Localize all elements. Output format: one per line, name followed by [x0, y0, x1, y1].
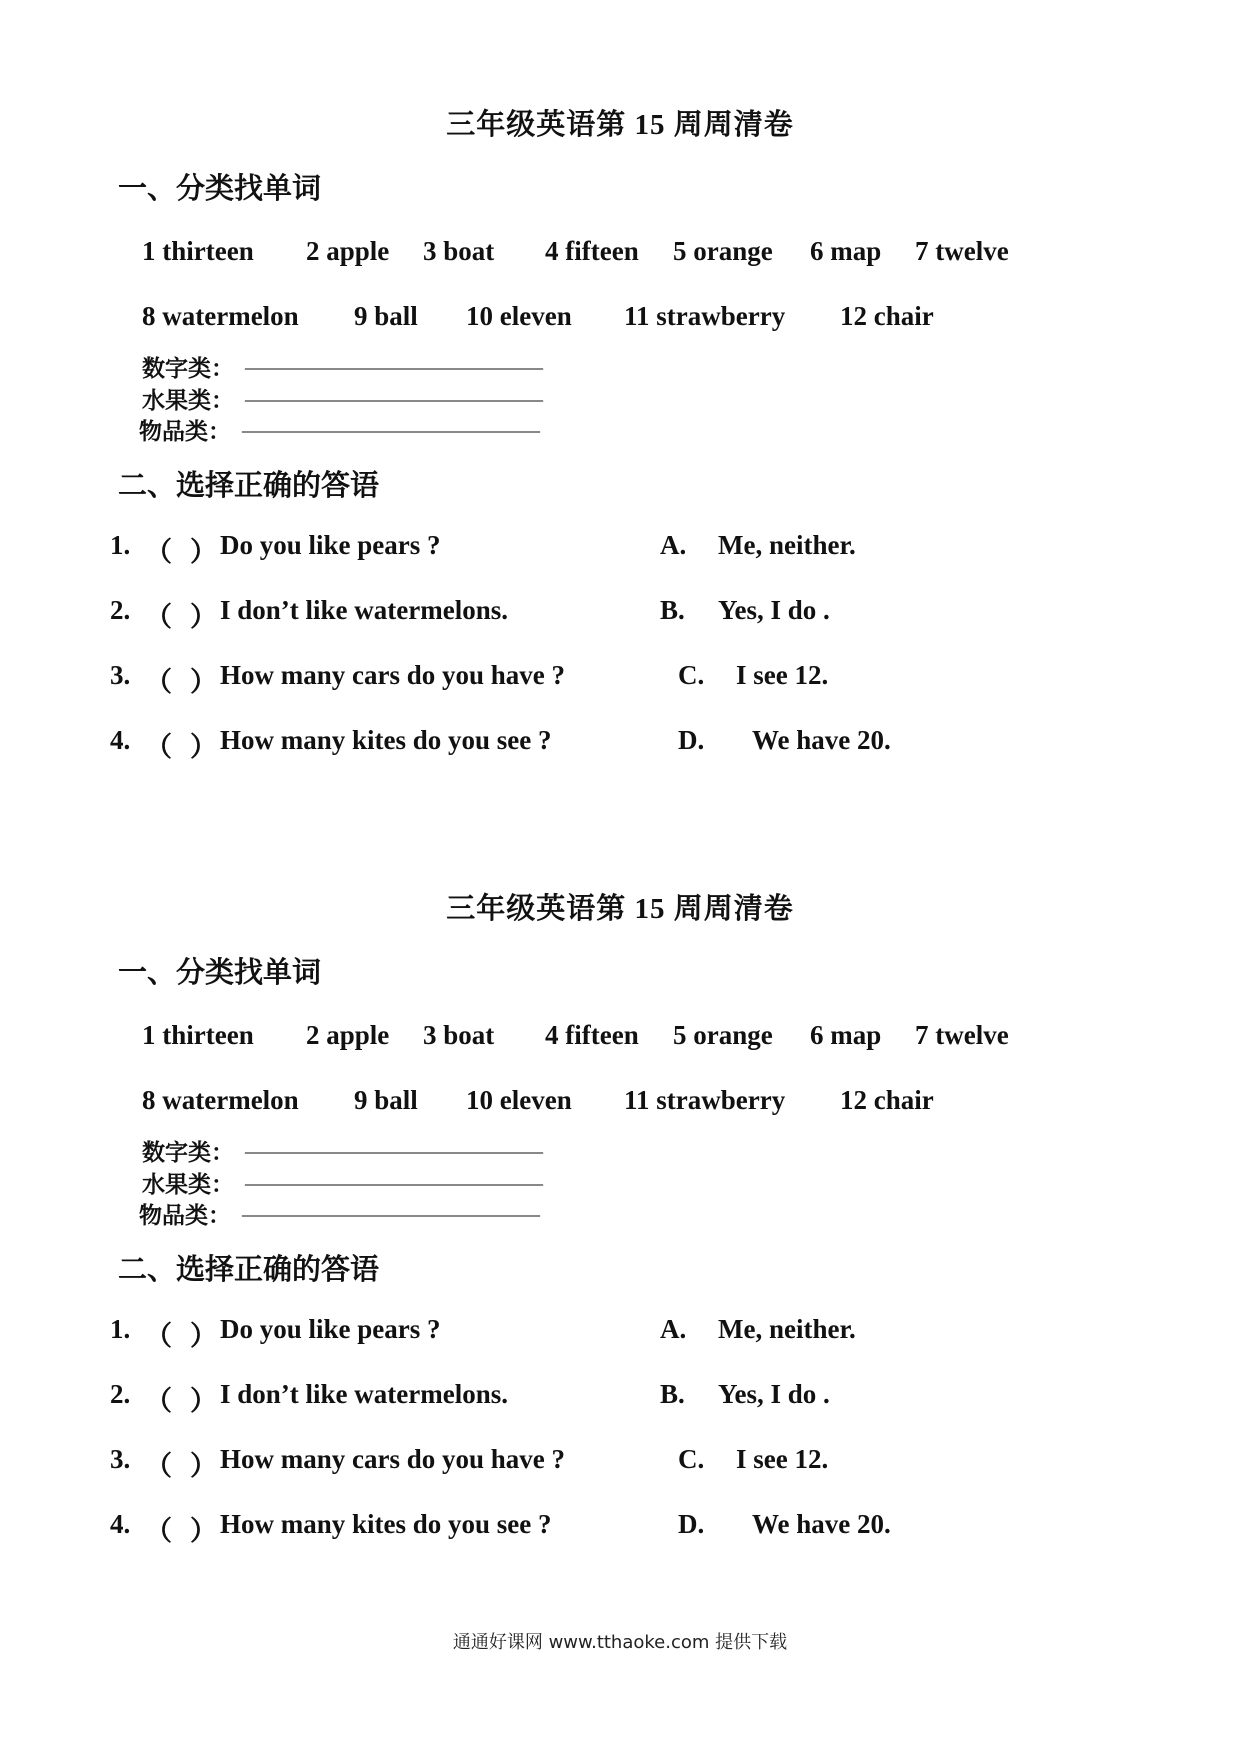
- question-number: 3.: [110, 1444, 131, 1474]
- question-text: How many kites do you see ?: [220, 725, 552, 755]
- answer-paren-close: ）: [190, 1451, 217, 1481]
- word-item: 11 strawberry: [624, 301, 786, 331]
- blank-label-objects: 物品类：: [139, 1203, 231, 1228]
- answer-paren-open[interactable]: （: [145, 1516, 172, 1546]
- section-heading-choose: 二、选择正确的答语: [118, 470, 380, 502]
- word-item: 5 orange: [673, 1020, 773, 1050]
- answer-paren-close: ）: [190, 1386, 217, 1416]
- word-item: 12 chair: [840, 301, 934, 331]
- question-text: Do you like pears ?: [220, 530, 441, 560]
- word-item: 5 orange: [673, 236, 773, 266]
- blank-label-objects: 物品类：: [139, 419, 231, 444]
- worksheet-title: 三年级英语第 15 周周清卷: [446, 109, 794, 141]
- option-letter: D.: [678, 1509, 705, 1539]
- answer-paren-open[interactable]: （: [145, 732, 172, 762]
- option-letter: A.: [660, 1314, 687, 1344]
- section-heading-classify: 一、分类找单词: [118, 173, 322, 205]
- word-item: 1 thirteen: [142, 1020, 254, 1050]
- question-text: How many cars do you have ?: [220, 1444, 566, 1474]
- question-text: I don’t like watermelons.: [220, 1379, 508, 1409]
- option-text: Me, neither.: [718, 1314, 856, 1344]
- option-letter: A.: [660, 530, 687, 560]
- answer-paren-open[interactable]: （: [145, 1451, 172, 1481]
- option-text: Yes, I do .: [718, 1379, 830, 1409]
- answer-blank-fruits[interactable]: _________________________________: [245, 382, 542, 404]
- option-letter: B.: [660, 1379, 685, 1409]
- answer-paren-open[interactable]: （: [145, 1386, 172, 1416]
- question-number: 3.: [110, 660, 131, 690]
- worksheet-2: [0, 784, 1240, 1546]
- word-item: 6 map: [810, 236, 882, 266]
- option-text: I see 12.: [736, 1444, 829, 1474]
- word-item: 4 fifteen: [545, 1020, 639, 1050]
- option-text: I see 12.: [736, 660, 829, 690]
- word-item: 10 eleven: [466, 1085, 572, 1115]
- question-number: 2.: [110, 595, 131, 625]
- question-text: How many cars do you have ?: [220, 660, 566, 690]
- option-text: Yes, I do .: [718, 595, 830, 625]
- question-number: 1.: [110, 1314, 131, 1344]
- worksheet-1: [0, 0, 1240, 762]
- blank-label-fruits: 水果类：: [142, 1172, 234, 1197]
- word-item: 4 fifteen: [545, 236, 639, 266]
- question-number: 4.: [110, 1509, 131, 1539]
- option-text: We have 20.: [752, 725, 891, 755]
- answer-paren-close: ）: [190, 732, 217, 762]
- section-heading-choose: 二、选择正确的答语: [118, 1254, 380, 1286]
- word-item: 8 watermelon: [142, 301, 299, 331]
- word-item: 12 chair: [840, 1085, 934, 1115]
- word-item: 8 watermelon: [142, 1085, 299, 1115]
- word-item: 7 twelve: [915, 236, 1009, 266]
- question-number: 4.: [110, 725, 131, 755]
- word-item: 9 ball: [354, 301, 418, 331]
- option-letter: C.: [678, 1444, 705, 1474]
- word-item: 3 boat: [423, 1020, 495, 1050]
- option-letter: B.: [660, 595, 685, 625]
- answer-paren-open[interactable]: （: [145, 667, 172, 697]
- option-letter: D.: [678, 725, 705, 755]
- word-item: 2 apple: [306, 236, 390, 266]
- answer-paren-close: ）: [190, 1516, 217, 1546]
- blank-label-numbers: 数字类：: [142, 356, 234, 381]
- answer-blank-numbers[interactable]: _________________________________: [245, 1134, 542, 1156]
- question-text: I don’t like watermelons.: [220, 595, 508, 625]
- word-item: 6 map: [810, 1020, 882, 1050]
- answer-paren-open[interactable]: （: [145, 1321, 172, 1351]
- answer-paren-close: ）: [190, 667, 217, 697]
- word-item: 1 thirteen: [142, 236, 254, 266]
- answer-blank-fruits[interactable]: _________________________________: [245, 1166, 542, 1188]
- answer-paren-close: ）: [190, 1321, 217, 1351]
- blank-label-numbers: 数字类：: [142, 1140, 234, 1165]
- answer-paren-open[interactable]: （: [145, 537, 172, 567]
- word-item: 11 strawberry: [624, 1085, 786, 1115]
- word-item: 9 ball: [354, 1085, 418, 1115]
- word-item: 10 eleven: [466, 301, 572, 331]
- word-item: 3 boat: [423, 236, 495, 266]
- question-number: 2.: [110, 1379, 131, 1409]
- answer-blank-objects[interactable]: _________________________________: [242, 1197, 539, 1219]
- option-text: We have 20.: [752, 1509, 891, 1539]
- answer-paren-open[interactable]: （: [145, 602, 172, 632]
- option-text: Me, neither.: [718, 530, 856, 560]
- question-text: Do you like pears ?: [220, 1314, 441, 1344]
- worksheet-title: 三年级英语第 15 周周清卷: [446, 893, 794, 925]
- answer-blank-objects[interactable]: _________________________________: [242, 413, 539, 435]
- page-footer: 通通好课网 www.tthaoke.com 提供下载: [452, 1632, 788, 1653]
- blank-label-fruits: 水果类：: [142, 388, 234, 413]
- section-heading-classify: 一、分类找单词: [118, 957, 322, 989]
- option-letter: C.: [678, 660, 705, 690]
- word-item: 7 twelve: [915, 1020, 1009, 1050]
- answer-paren-close: ）: [190, 537, 217, 567]
- question-text: How many kites do you see ?: [220, 1509, 552, 1539]
- answer-paren-close: ）: [190, 602, 217, 632]
- word-item: 2 apple: [306, 1020, 390, 1050]
- answer-blank-numbers[interactable]: _________________________________: [245, 350, 542, 372]
- question-number: 1.: [110, 530, 131, 560]
